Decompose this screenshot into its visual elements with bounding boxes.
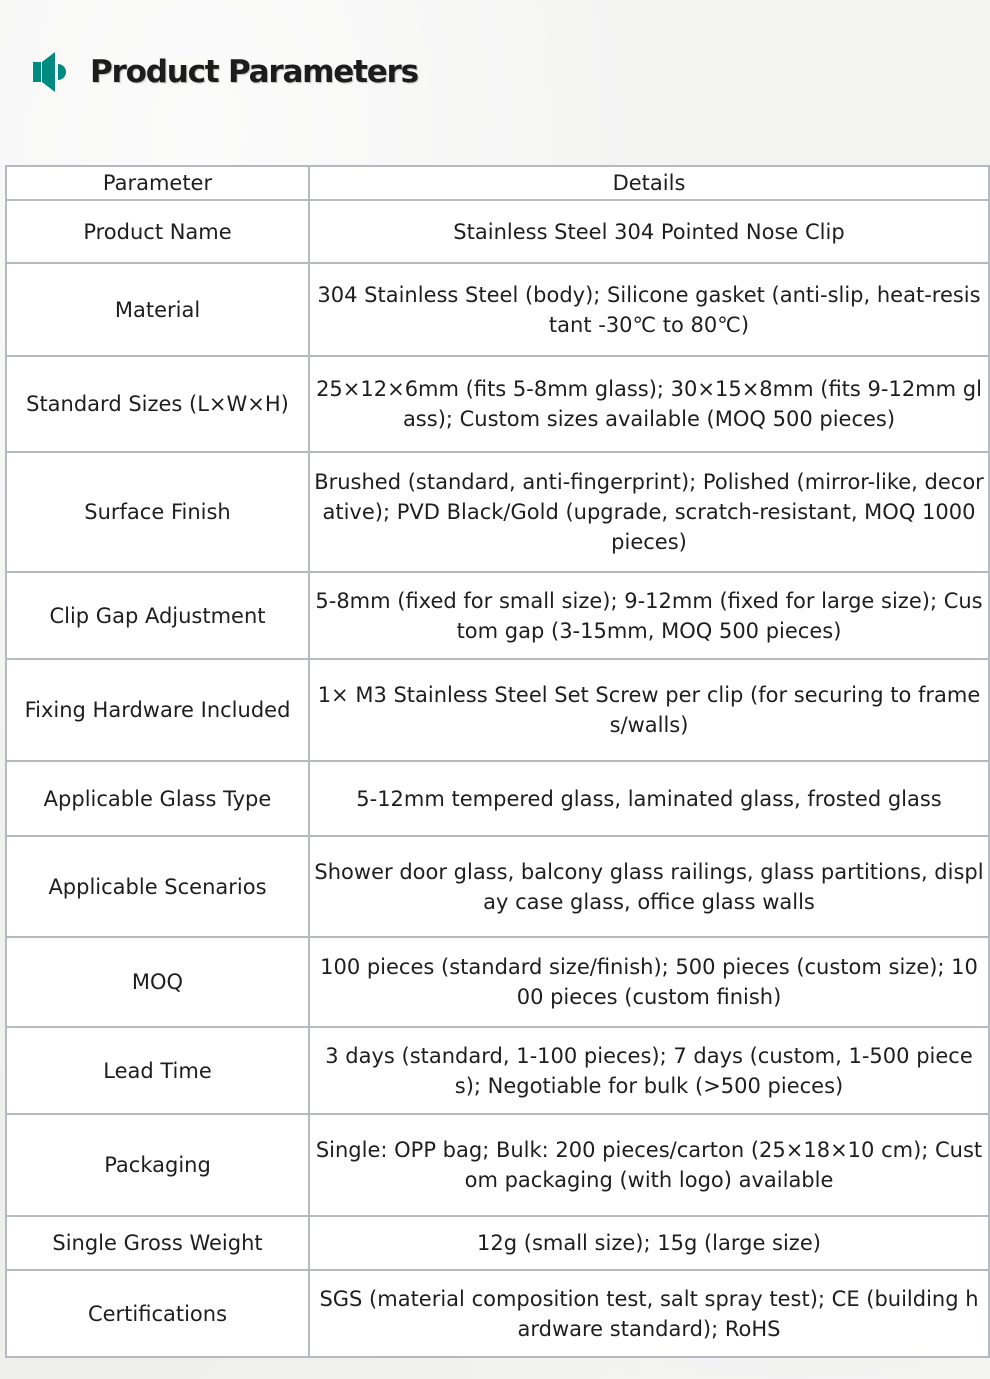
details-cell: 1× M3 Stainless Steel Set Screw per clip (for securing to frames/walls): [309, 659, 989, 761]
table-row: [6, 1270, 989, 1357]
table-header-row: [6, 166, 989, 200]
details-cell: Shower door glass, balcony glass railings, glass partitions, display case glass, office glass walls: [309, 836, 989, 937]
parameter-cell: Standard Sizes (L×W×H): [6, 356, 309, 452]
details-cell: 304 Stainless Steel (body); Silicone gasket (anti-slip, heat-resistant -30℃ to 80℃): [309, 263, 989, 356]
table-row: [6, 659, 989, 761]
speaker-icon: [33, 50, 73, 94]
parameter-cell: Applicable Glass Type: [6, 761, 309, 836]
details-cell: 5-12mm tempered glass, laminated glass, frosted glass: [309, 761, 989, 836]
details-cell: 12g (small size); 15g (large size): [309, 1216, 989, 1270]
table-row: [6, 1216, 989, 1270]
details-cell: Stainless Steel 304 Pointed Nose Clip: [309, 200, 989, 263]
table-row: [6, 761, 989, 836]
table-row: [6, 572, 989, 659]
parameter-cell: MOQ: [6, 937, 309, 1027]
parameter-cell: Single Gross Weight: [6, 1216, 309, 1270]
table-row: [6, 356, 989, 452]
details-cell: Brushed (standard, anti-fingerprint); Polished (mirror-like, decorative); PVD Black/Gold (upgrade, scratch-resistant, MOQ 1000 pieces): [309, 452, 989, 572]
table-row: [6, 836, 989, 937]
parameter-cell: Fixing Hardware Included: [6, 659, 309, 761]
parameter-cell: Lead Time: [6, 1027, 309, 1114]
page-title: Product Parameters: [90, 54, 418, 90]
table-row: [6, 1027, 989, 1114]
table-row: [6, 452, 989, 572]
parameter-cell: Material: [6, 263, 309, 356]
table-row: [6, 937, 989, 1027]
details-cell: 5-8mm (fixed for small size); 9-12mm (fixed for large size); Custom gap (3-15mm, MOQ 500 pieces): [309, 572, 989, 659]
parameter-cell: Product Name: [6, 200, 309, 263]
parameter-cell: Surface Finish: [6, 452, 309, 572]
details-cell: Single: OPP bag; Bulk: 200 pieces/carton (25×18×10 cm); Custom packaging (with logo) available: [309, 1114, 989, 1216]
column-header-parameter: Parameter: [6, 166, 309, 200]
details-cell: 100 pieces (standard size/finish); 500 pieces (custom size); 1000 pieces (custom finish): [309, 937, 989, 1027]
parameter-cell: Applicable Scenarios: [6, 836, 309, 937]
table-row: [6, 1114, 989, 1216]
section-heading: [33, 50, 418, 94]
column-header-details: Details: [309, 166, 989, 200]
parameter-cell: Certifications: [6, 1270, 309, 1357]
table-row: [6, 263, 989, 356]
parameter-cell: Clip Gap Adjustment: [6, 572, 309, 659]
parameters-table: [5, 165, 990, 1358]
table-row: [6, 200, 989, 263]
details-cell: 3 days (standard, 1-100 pieces); 7 days (custom, 1-500 pieces); Negotiable for bulk (>500 pieces): [309, 1027, 989, 1114]
parameter-cell: Packaging: [6, 1114, 309, 1216]
details-cell: 25×12×6mm (fits 5-8mm glass); 30×15×8mm (fits 9-12mm glass); Custom sizes available (MOQ 500 pieces): [309, 356, 989, 452]
details-cell: SGS (material composition test, salt spray test); CE (building hardware standard); RoHS: [309, 1270, 989, 1357]
